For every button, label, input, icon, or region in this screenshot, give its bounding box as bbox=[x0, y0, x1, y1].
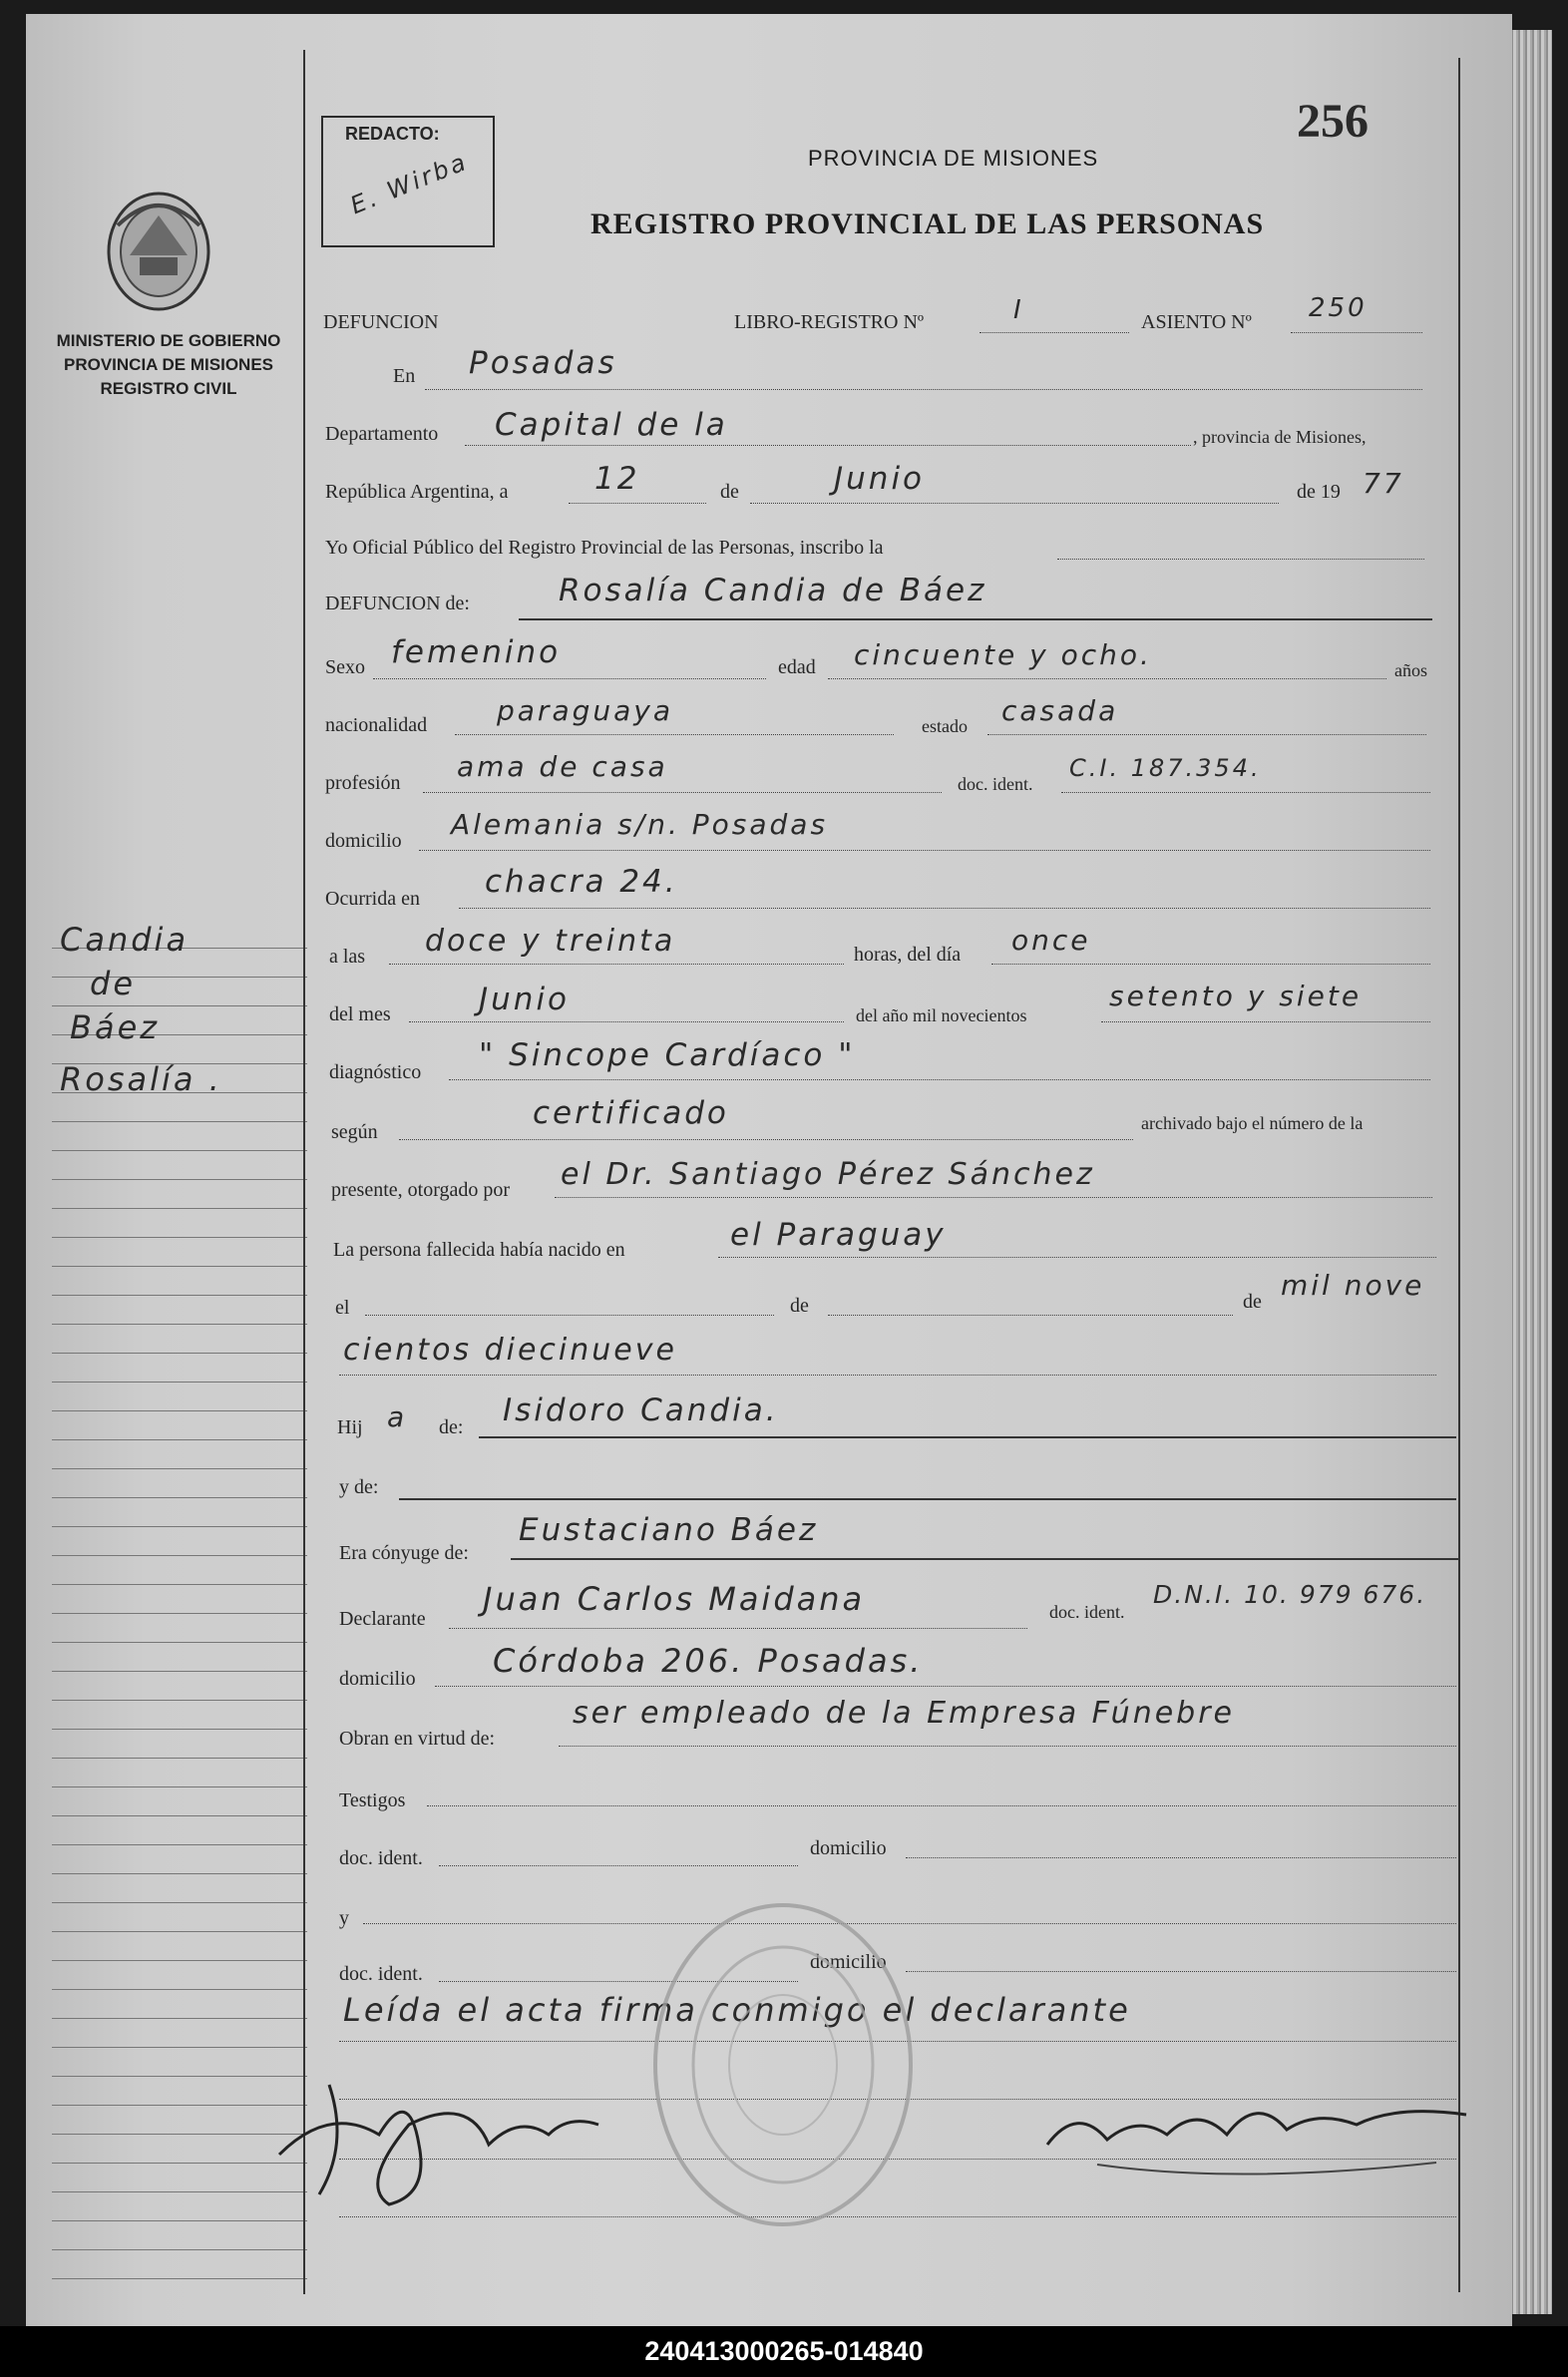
doc-ident-value: C.I. 187.354. bbox=[1069, 754, 1262, 782]
delmes-label: del mes bbox=[329, 1003, 391, 1025]
margin-rule-line bbox=[52, 1989, 307, 1990]
anios-label: años bbox=[1394, 660, 1427, 680]
domicilio3-label: domicilio bbox=[810, 1837, 887, 1859]
continuation-line bbox=[339, 1375, 1436, 1376]
asiento-value: 250 bbox=[1309, 293, 1368, 323]
republica-label: República Argentina, a bbox=[325, 481, 509, 503]
edad-value: cincuente y ocho. bbox=[854, 638, 1152, 671]
domicilio2-label: domicilio bbox=[339, 1668, 416, 1690]
mes-line bbox=[409, 1021, 844, 1022]
doc-ident3-label: doc. ident. bbox=[339, 1963, 423, 1985]
day-line bbox=[569, 503, 706, 504]
conyuge-line bbox=[511, 1558, 1458, 1560]
libro-value: I bbox=[1013, 295, 1024, 325]
obran-line bbox=[559, 1746, 1456, 1747]
padre-value: Isidoro Candia. bbox=[503, 1392, 779, 1428]
ocurrida-label: Ocurrida en bbox=[325, 888, 420, 910]
nacido-label: La persona fallecida había nacido en bbox=[333, 1239, 625, 1261]
continuation-value: cientos diecinueve bbox=[343, 1333, 677, 1368]
en-line bbox=[425, 389, 1422, 390]
nacido-value: el Paraguay bbox=[730, 1217, 947, 1253]
margin-rule-line bbox=[52, 1642, 307, 1643]
margin-rule-line bbox=[52, 1613, 307, 1614]
margin-rule-line bbox=[52, 1468, 307, 1469]
ministry-registry: REGISTRO CIVIL bbox=[100, 379, 237, 398]
de2-line bbox=[828, 1315, 1233, 1316]
coat-of-arms-seal bbox=[100, 186, 217, 313]
redacto-box bbox=[321, 116, 495, 247]
edad-line bbox=[828, 678, 1386, 679]
page-number: 256 bbox=[1297, 95, 1369, 148]
margin-rule-line bbox=[52, 1324, 307, 1325]
presente-value: el Dr. Santiago Pérez Sánchez bbox=[561, 1157, 1095, 1192]
margin-note-line-4: Rosalía . bbox=[60, 1060, 222, 1098]
record-type-label: DEFUNCION bbox=[323, 311, 439, 333]
domicilio-value: Alemania s/n. Posadas bbox=[451, 808, 829, 841]
margin-rule-line bbox=[52, 1844, 307, 1845]
month-value: Junio bbox=[834, 461, 926, 497]
de-label: de bbox=[720, 481, 739, 503]
libro-line bbox=[980, 332, 1129, 333]
margin-rule-line bbox=[52, 2047, 307, 2048]
departamento-value: Capital de la bbox=[495, 407, 728, 443]
obran-value: ser empleado de la Empresa Fúnebre bbox=[573, 1696, 1236, 1731]
asiento-label: ASIENTO Nº bbox=[1141, 311, 1252, 333]
el-label: el bbox=[335, 1297, 350, 1319]
en-label: En bbox=[393, 365, 416, 387]
testigos-line bbox=[427, 1805, 1456, 1806]
defuncion-de-label: DEFUNCION de: bbox=[325, 593, 470, 614]
el-line bbox=[365, 1315, 774, 1316]
alas-value: doce y treinta bbox=[425, 924, 676, 959]
domicilio2-value: Córdoba 206. Posadas. bbox=[493, 1642, 924, 1680]
margin-rule-line bbox=[52, 1555, 307, 1556]
horas-label: horas, del día bbox=[854, 944, 962, 966]
margin-rule-line bbox=[52, 1584, 307, 1585]
yde-label: y de: bbox=[339, 1476, 379, 1498]
departamento-line bbox=[465, 445, 1191, 446]
margin-rule-line bbox=[52, 1439, 307, 1440]
margin-rule-line bbox=[52, 1121, 307, 1122]
month-line bbox=[750, 503, 1279, 504]
alas-label: a las bbox=[329, 946, 366, 968]
estado-line bbox=[987, 734, 1426, 735]
profesion-value: ama de casa bbox=[457, 750, 668, 783]
hij-label: Hij bbox=[337, 1416, 363, 1438]
day-value: 12 bbox=[594, 461, 640, 497]
registry-heading: REGISTRO PROVINCIAL DE LAS PERSONAS bbox=[590, 207, 1265, 240]
nacionalidad-label: nacionalidad bbox=[325, 714, 428, 736]
right-frame-line bbox=[1458, 58, 1460, 2292]
domicilio-line bbox=[419, 850, 1430, 851]
margin-rule-line bbox=[52, 1295, 307, 1296]
madre-line bbox=[399, 1498, 1456, 1500]
margin-rule-line bbox=[52, 1815, 307, 1816]
de3-value: mil nove bbox=[1281, 1269, 1425, 1302]
en-value: Posadas bbox=[469, 345, 617, 381]
oficial-text: Yo Oficial Público del Registro Provincial de las Personas, inscribo la bbox=[325, 537, 884, 559]
anio-line bbox=[1101, 1021, 1430, 1022]
padre-line bbox=[479, 1436, 1456, 1438]
margin-rule-line bbox=[52, 1902, 307, 1903]
segun-value: certificado bbox=[533, 1095, 729, 1131]
presente-line bbox=[555, 1197, 1432, 1198]
declarante-line bbox=[449, 1628, 1027, 1629]
margin-rule-line bbox=[52, 1382, 307, 1383]
libro-label: LIBRO-REGISTRO Nº bbox=[734, 311, 925, 333]
departamento-label: Departamento bbox=[325, 423, 439, 445]
ministry-province: PROVINCIA DE MISIONES bbox=[63, 355, 273, 374]
margin-rule-line bbox=[52, 1266, 307, 1267]
domicilio4-line bbox=[906, 1971, 1456, 1972]
margin-rule-line bbox=[52, 1208, 307, 1209]
declarant-signature bbox=[269, 2065, 608, 2214]
estado-value: casada bbox=[1001, 694, 1119, 727]
diagnostico-line bbox=[449, 1079, 1430, 1080]
ocurrida-line bbox=[459, 908, 1430, 909]
edad-label: edad bbox=[778, 656, 816, 678]
official-signature bbox=[1037, 2085, 1476, 2194]
declarante-label: Declarante bbox=[339, 1608, 426, 1630]
margin-note-line-1: Candia bbox=[60, 921, 190, 959]
margin-rule-line bbox=[52, 1873, 307, 1874]
redacto-initials: E. Wirba bbox=[346, 147, 473, 220]
diagnostico-value: " Sincope Cardíaco " bbox=[479, 1037, 856, 1073]
margin-rule-line bbox=[52, 1237, 307, 1238]
margin-rule-line bbox=[52, 2249, 307, 2250]
dia-line bbox=[991, 964, 1430, 965]
anio-value: setento y siete bbox=[1109, 980, 1363, 1012]
redacto-label: REDACTO: bbox=[345, 124, 440, 144]
sexo-label: Sexo bbox=[325, 656, 365, 678]
de3-label: de bbox=[1243, 1291, 1262, 1313]
province-heading: PROVINCIA DE MISIONES bbox=[808, 146, 1099, 171]
doc-ident2-line bbox=[439, 1865, 798, 1866]
year-prefix: de 19 bbox=[1297, 481, 1341, 503]
de2-label: de bbox=[790, 1295, 809, 1317]
margin-rule-line bbox=[52, 1931, 307, 1932]
deceased-name: Rosalía Candia de Báez bbox=[559, 573, 987, 608]
margin-rule-line bbox=[52, 1526, 307, 1527]
margin-rule-line bbox=[52, 1497, 307, 1498]
testigos-label: Testigos bbox=[339, 1789, 406, 1811]
margin-rule-line bbox=[52, 2278, 307, 2279]
hij-de-label: de: bbox=[439, 1416, 464, 1438]
alas-line bbox=[389, 964, 844, 965]
anio-label: del año mil novecientos bbox=[856, 1005, 1027, 1025]
ocurrida-value: chacra 24. bbox=[485, 864, 678, 900]
margin-rule-line bbox=[52, 1786, 307, 1787]
domicilio2-line bbox=[435, 1686, 1456, 1687]
domicilio4-label: domicilio bbox=[810, 1951, 887, 1973]
sexo-value: femenino bbox=[391, 634, 562, 670]
domicilio3-line bbox=[906, 1857, 1456, 1858]
margin-rule-line bbox=[52, 1179, 307, 1180]
margin-rule-line bbox=[52, 1960, 307, 1961]
profesion-line bbox=[423, 792, 942, 793]
mes-value: Junio bbox=[479, 982, 571, 1017]
profesion-label: profesión bbox=[325, 772, 401, 794]
obran-label: Obran en virtud de: bbox=[339, 1728, 496, 1750]
oficial-line bbox=[1057, 559, 1424, 560]
margin-note-line-2: de bbox=[90, 965, 136, 1002]
year-value: 77 bbox=[1363, 467, 1404, 500]
declarante-doc-value: D.N.I. 10. 979 676. bbox=[1153, 1580, 1427, 1609]
margin-rule-line bbox=[52, 2220, 307, 2221]
margin-rule-line bbox=[52, 1729, 307, 1730]
doc-ident-label: doc. ident. bbox=[958, 774, 1033, 794]
diagnostico-label: diagnóstico bbox=[329, 1061, 422, 1083]
margin-rule-line bbox=[52, 1410, 307, 1411]
provincia-suffix: , provincia de Misiones, bbox=[1193, 427, 1367, 447]
declarante-doc-label: doc. ident. bbox=[1049, 1602, 1125, 1622]
dia-value: once bbox=[1011, 924, 1091, 957]
y-label: y bbox=[339, 1907, 349, 1929]
doc-ident-line bbox=[1061, 792, 1430, 793]
margin-rule-line bbox=[52, 1150, 307, 1151]
conyuge-label: Era cónyuge de: bbox=[339, 1542, 469, 1564]
margin-rule-line bbox=[52, 1353, 307, 1354]
doc-ident2-label: doc. ident. bbox=[339, 1847, 423, 1869]
hij-suffix: a bbox=[387, 1400, 408, 1433]
closing-text: Leída el acta firma conmigo el declarante bbox=[343, 1991, 1131, 2029]
document-id-footer: 240413000265-014840 bbox=[0, 2326, 1568, 2377]
margin-rule-line bbox=[52, 2018, 307, 2019]
estado-label: estado bbox=[922, 716, 968, 736]
defuncion-de-line bbox=[519, 618, 1432, 620]
official-stamp bbox=[648, 1895, 918, 2234]
segun-label: según bbox=[331, 1121, 378, 1143]
nacionalidad-value: paraguaya bbox=[497, 694, 674, 727]
margin-note-line-3: Báez bbox=[70, 1008, 161, 1046]
left-frame-line bbox=[303, 50, 305, 2294]
segun-line bbox=[399, 1139, 1133, 1140]
nacionalidad-line bbox=[455, 734, 894, 735]
sexo-line bbox=[373, 678, 766, 679]
margin-rule-line bbox=[52, 1758, 307, 1759]
declarante-value: Juan Carlos Maidana bbox=[483, 1580, 866, 1618]
conyuge-value: Eustaciano Báez bbox=[519, 1512, 819, 1548]
asiento-line bbox=[1291, 332, 1422, 333]
margin-rule-line bbox=[52, 1671, 307, 1672]
archivado-label: archivado bajo el número de la bbox=[1141, 1113, 1364, 1133]
presente-label: presente, otorgado por bbox=[331, 1179, 511, 1201]
nacido-line bbox=[718, 1257, 1436, 1258]
margin-rule-line bbox=[52, 1700, 307, 1701]
domicilio-label: domicilio bbox=[325, 830, 402, 852]
ministry-name: MINISTERIO DE GOBIERNO bbox=[56, 331, 281, 350]
